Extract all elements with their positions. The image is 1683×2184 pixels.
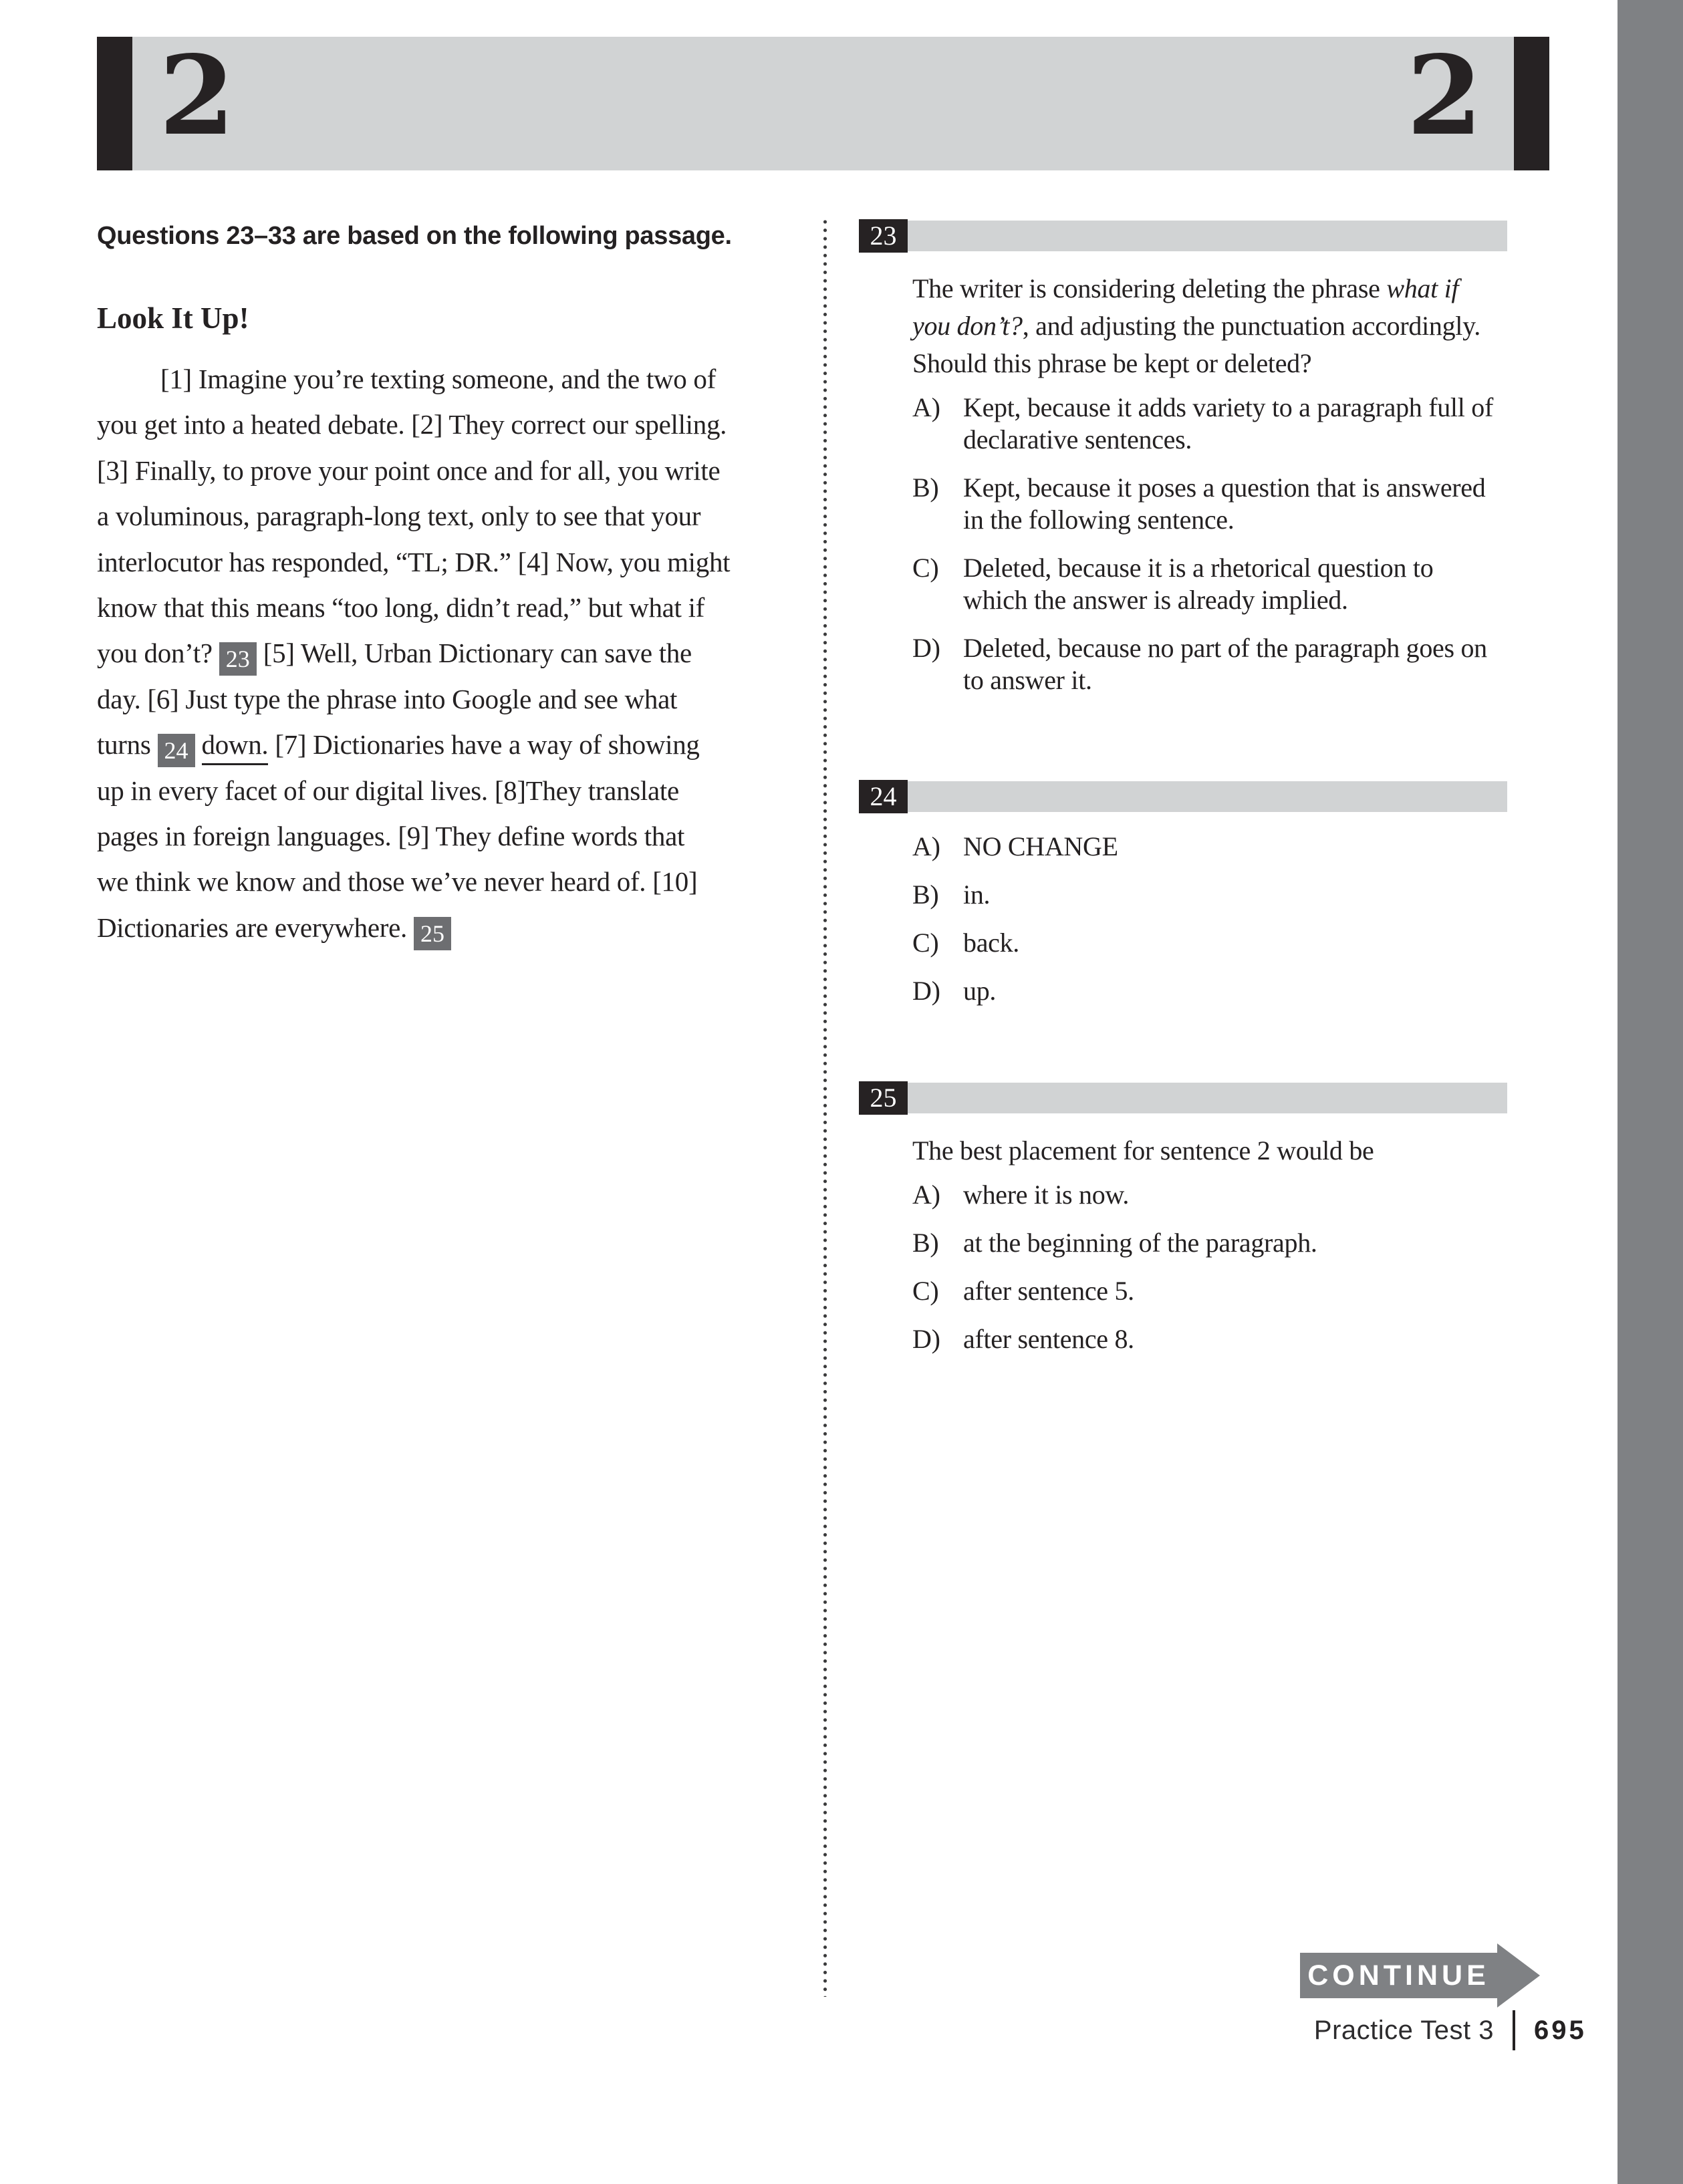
answer-option [912,831,1507,863]
text-segment: [3] Finally, to prove your point once and for all, you write [97,454,721,486]
passage-line [97,585,805,630]
question-marker-23: 23 [219,642,257,676]
option-text [963,927,1019,959]
answer-options [912,1179,1507,1355]
option-line: Kept, because it adds variety to a paragraph full of [963,392,1493,422]
text-segment: [1] Imagine you’re texting someone, and the two of [160,364,716,394]
option-text [963,632,1487,696]
section-header-bar [132,32,1514,170]
passage-line [97,402,805,447]
question-header-bar [908,781,1507,812]
question-header-bar [908,1083,1507,1113]
footer-page-number: 695 [1534,2016,1587,2045]
option-text [963,1275,1134,1307]
option-letter: D) [912,1324,940,1354]
question-header-bar [908,221,1507,251]
answer-option [912,879,1507,911]
text-segment: [5] Well, Urban Dictionary can save the [263,638,692,669]
text-segment: up in every facet of our digital lives. [8]They translate [97,775,679,806]
option-text [963,975,996,1007]
section-header-left-square [97,37,132,170]
option-letter: A) [912,392,940,422]
text-segment: day. [6] Just type the phrase into Google and see what [97,683,678,714]
continue-arrow-icon [1497,1943,1540,2008]
question-stem [912,1132,1507,1170]
option-line: declarative sentences. [963,424,1192,454]
option-line: where it is now. [963,1180,1130,1210]
question-25-header [859,1081,1507,1115]
continue-label: CONTINUE [1300,1953,1497,1998]
option-text [963,472,1485,536]
question-number-box: 23 [859,219,908,253]
passage-line [97,493,805,539]
passage-line [97,768,805,813]
option-letter: A) [912,1180,940,1210]
passage-line [97,539,805,585]
continue-button [1300,1953,1541,1998]
answer-option [912,927,1507,959]
text-segment: a voluminous, paragraph-long text, only to see that your [97,501,701,532]
question-number-box: 24 [859,780,908,813]
question-24-header [859,780,1507,813]
passage-line [97,676,805,722]
answer-options [912,831,1507,1007]
text-segment: what if [1386,273,1459,303]
answer-option [912,975,1507,1007]
question-body [912,831,1507,1007]
option-text [963,879,990,911]
option-line: at the beginning of the paragraph. [963,1228,1317,1258]
option-text [963,1179,1129,1211]
option-line: Kept, because it poses a question that is answered [963,472,1486,503]
text-segment: pages in foreign languages. [9] They define words that [97,820,685,851]
question-body [912,270,1507,696]
option-line: in the following sentence. [963,505,1235,535]
option-line: after sentence 5. [963,1276,1134,1306]
option-line: which the answer is already implied. [963,585,1348,615]
question-23-header [859,219,1507,253]
option-letter: C) [912,1276,939,1306]
option-line: NO CHANGE [963,831,1118,861]
option-line: after sentence 8. [963,1324,1134,1354]
passage-line [97,630,805,676]
option-text [963,1323,1134,1355]
stem-line [912,345,1507,382]
question-number-box: 25 [859,1081,908,1115]
text-segment: you don’t? [97,638,213,669]
text-segment: Dictionaries are everywhere. [97,912,407,943]
question-23 [859,219,1507,712]
text-segment: The best placement for sentence 2 would be [912,1135,1374,1166]
question-marker-25: 25 [414,917,451,950]
question-24 [859,780,1507,1023]
answer-option [912,552,1507,616]
stem-line [912,1132,1507,1170]
section-number-right: 2 [1406,32,1482,160]
option-text [963,392,1493,456]
text-segment: [7] Dictionaries have a way of showing [268,729,700,761]
answer-option [912,472,1507,536]
text-segment: you don’t? [912,311,1023,341]
footer-separator [1513,2010,1515,2050]
passage-title: Look It Up! [97,301,249,335]
question-25 [859,1081,1507,1371]
text-segment: turns [97,729,151,761]
option-letter: B) [912,879,939,910]
footer-book-label: Practice Test 3 [1313,2016,1494,2045]
stem-line [912,270,1507,307]
option-text [963,1227,1317,1259]
option-line: in. [963,879,991,910]
answer-option [912,1227,1507,1259]
option-line: Deleted, because no part of the paragraph goes on [963,633,1487,663]
option-letter: D) [912,633,940,663]
passage [97,356,805,950]
page-edge-bar [1617,0,1683,2184]
text-segment: The writer is considering deleting the phrase [912,273,1387,303]
passage-line [97,722,805,767]
column-divider [823,219,827,1997]
passage-line [97,813,805,859]
option-line: Deleted, because it is a rhetorical question to [963,553,1434,583]
answer-option [912,392,1507,456]
question-body [912,1132,1507,1355]
text-segment: , and adjusting the punctuation accordingly. [1022,311,1480,341]
text-segment: we think we know and those we’ve never heard of. [10] [97,866,698,898]
question-marker-24: 24 [158,734,195,767]
passage-line [97,448,805,493]
text-segment: you get into a heated debate. [2] They correct our spelling. [97,409,727,440]
option-letter: B) [912,1228,939,1258]
answer-option [912,1179,1507,1211]
option-text [963,831,1118,863]
option-line: up. [963,976,997,1006]
passage-line [97,356,805,402]
option-letter: A) [912,831,940,861]
option-letter: D) [912,976,940,1006]
option-letter: B) [912,472,939,503]
passage-instructions: Questions 23–33 are based on the following passage. [97,222,732,250]
answer-option [912,1275,1507,1307]
option-line: back. [963,928,1020,958]
option-text [963,552,1433,616]
option-line: to answer it. [963,665,1092,695]
text-segment: know that this means “too long, didn’t read,” but what if [97,591,705,623]
answer-option [912,632,1507,696]
text-segment: interlocutor has responded, “TL; DR.” [4] Now, you might [97,546,731,577]
option-letter: C) [912,928,939,958]
passage-line [97,905,805,950]
section-number-left: 2 [159,32,235,160]
underlined-text: down. [202,729,269,765]
answer-options [912,392,1507,696]
passage-line [97,859,805,904]
section-header-right-square [1514,37,1549,170]
text-segment: Should this phrase be kept or deleted? [912,348,1312,378]
answer-option [912,1323,1507,1355]
question-stem [912,270,1507,382]
stem-line [912,307,1507,345]
option-letter: C) [912,553,939,583]
